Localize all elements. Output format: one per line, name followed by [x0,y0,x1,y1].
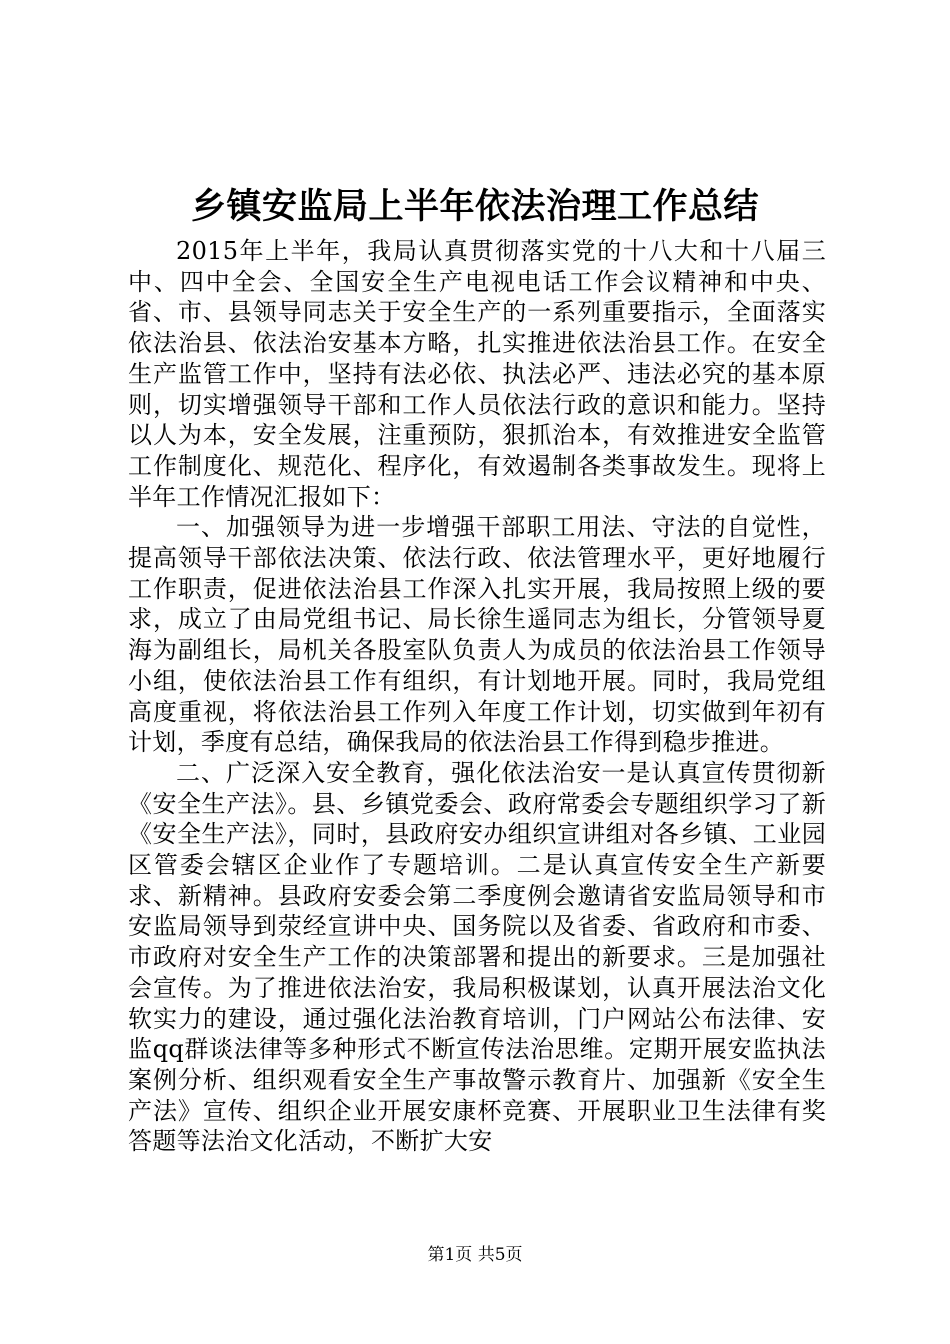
paragraph-intro: 2015年上半年，我局认真贯彻落实党的十八大和十八届三中、四中全会、全国安全生产电视电话工作会议精神和中央、省、市、县领导同志关于安全生产的一系列重要指示，全面落实依法治县、依法治安基本方略，扎实推进依法治县工作。在安全生产监管工作中，坚持有法必依、执法必严、违法必究的基本原则，切实增强领导干部和工作人员依法行政的意识和能力。坚持以人为本，安全发展，注重预防，狠抓治本，有效推进安全监管工作制度化、规范化、程序化，有效遏制各类事故发生。现将上半年工作情况汇报如下： [128,237,826,511]
paragraph-section-two: 二、广泛深入安全教育，强化依法治安一是认真宣传贯彻新《安全生产法》。县、乡镇党委会、政府常委会专题组织学习了新《安全生产法》，同时，县政府安办组织宣讲组对各乡镇、工业园区管委会辖区企业作了专题培训。二是认真宣传安全生产新要求、新精神。县政府安委会第二季度例会邀请省安监局领导和市安监局领导到荥经宣讲中央、国务院以及省委、省政府和市委、市政府对安全生产工作的决策部署和提出的新要求。三是加强社会宣传。为了推进依法治安，我局积极谋划，认真开展法治文化软实力的建设，通过强化法治教育培训，门户网站公布法律、安监qq群谈法律等多种形式不断宣传法治思维。定期开展安监执法案例分析、组织观看安全生产事故警示教育片、加强新《安全生产法》宣传、组织企业开展安康杯竞赛、开展职业卫生法律有奖答题等法治文化活动，不断扩大安 [128,758,826,1156]
document-body [128,236,826,1157]
page-number-footer: 第1页 共5页 [427,1245,523,1265]
paragraph-section-one: 一、加强领导为进一步增强干部职工用法、守法的自觉性，提高领导干部依法决策、依法行政、依法管理水平，更好地履行工作职责，促进依法治县工作深入扎实开展，我局按照上级的要求，成立了由局党组书记、局长徐生遥同志为组长，分管领导夏海为副组长，局机关各股室队负责人为成员的依法治县工作领导小组，使依法治县工作有组织，有计划地开展。同时，我局党组高度重视，将依法治县工作列入年度工作计划，切实做到年初有计划，季度有总结，确保我局的依法治县工作得到稳步推进。 [128,513,826,757]
document-title: 乡镇安监局上半年依法治理工作总结 [190,186,759,227]
